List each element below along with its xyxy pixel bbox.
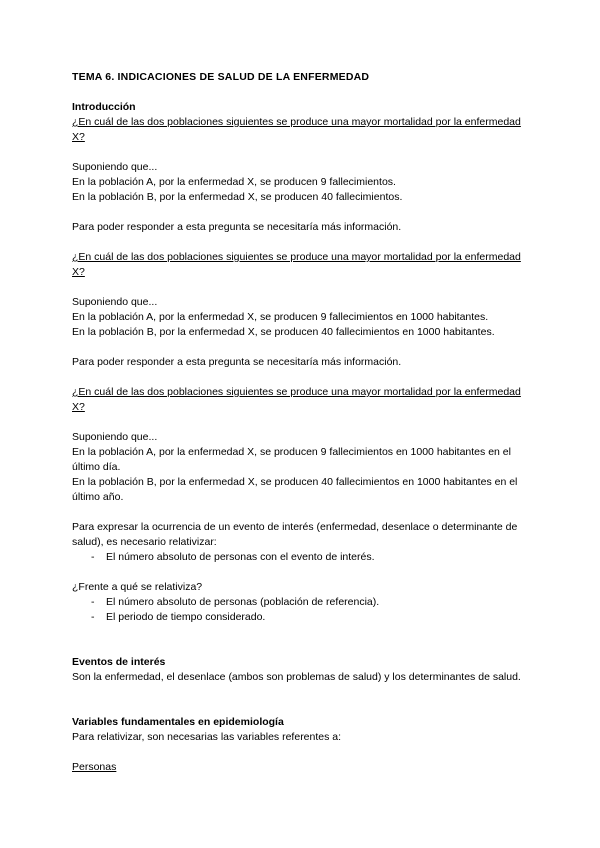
intro-line-a-3: En la población A, por la enfermedad X, se producen 9 fallecimientos en 1000 habitantes en el último día.: [72, 446, 511, 473]
variables-heading: Variables fundamentales en epidemiología: [72, 716, 284, 728]
variables-text: Para relativizar, son necesarias las variables referentes a:: [72, 731, 342, 743]
intro-line-b-1: En la población B, por la enfermedad X, se producen 40 fallecimientos.: [72, 191, 403, 203]
against-question: ¿Frente a qué se relativiza?: [72, 581, 203, 593]
events-text: Son la enfermedad, el desenlace (ambos son problemas de salud) y los determinantes de salud.: [72, 671, 521, 683]
relativize-list: [72, 550, 532, 565]
against-item: - El periodo de tiempo considerado.: [72, 610, 532, 625]
events-heading: Eventos de interés: [72, 656, 166, 668]
intro-lead-3: Suponiendo que...: [72, 431, 158, 443]
intro-line-b-3: En la población B, por la enfermedad X, se producen 40 fallecimientos en 1000 habitantes en el último año.: [72, 476, 518, 503]
intro-conclusion-1: Para poder responder a esta pregunta se necesitaría más información.: [72, 221, 402, 233]
intro-question-1: ¿En cuál de las dos poblaciones siguientes se produce una mayor mortalidad por la enfermedad X?: [72, 116, 521, 143]
intro-lead-2: Suponiendo que...: [72, 296, 158, 308]
against-item: - El número absoluto de personas (población de referencia).: [72, 595, 532, 610]
against-list: [72, 595, 532, 625]
intro-question-3: ¿En cuál de las dos poblaciones siguientes se produce una mayor mortalidad por la enfermedad X?: [72, 386, 521, 413]
document-title: TEMA 6. INDICACIONES DE SALUD DE LA ENFERMEDAD: [72, 71, 370, 83]
relativize-text: Para expresar la ocurrencia de un evento de interés (enfermedad, desenlace o determinante de salud), es necesario relativizar:: [72, 521, 518, 548]
intro-line-a-2: En la población A, por la enfermedad X, se producen 9 fallecimientos en 1000 habitantes.: [72, 311, 489, 323]
document-body: [72, 70, 532, 775]
intro-line-a-1: En la población A, por la enfermedad X, se producen 9 fallecimientos.: [72, 176, 396, 188]
intro-conclusion-2: Para poder responder a esta pregunta se necesitaría más información.: [72, 356, 402, 368]
intro-lead-1: Suponiendo que...: [72, 161, 158, 173]
relativize-item: - El número absoluto de personas con el evento de interés.: [72, 550, 532, 565]
variables-subheading: Personas: [72, 761, 117, 773]
intro-question-2: ¿En cuál de las dos poblaciones siguientes se produce una mayor mortalidad por la enfermedad X?: [72, 251, 521, 278]
intro-heading: Introducción: [72, 101, 136, 113]
intro-line-b-2: En la población B, por la enfermedad X, se producen 40 fallecimientos en 1000 habitantes.: [72, 326, 495, 338]
